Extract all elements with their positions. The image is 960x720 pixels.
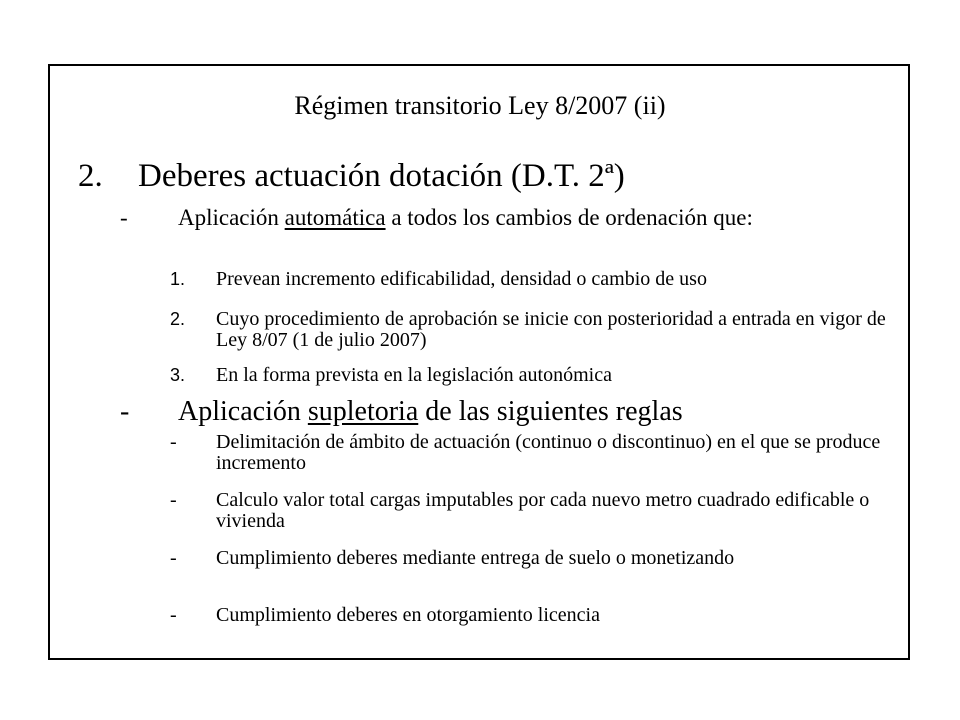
slide-title: Régimen transitorio Ley 8/2007 (ii) xyxy=(294,91,666,120)
bullet-supplementary-application xyxy=(120,396,880,428)
item-text: En la forma prevista en la legislación autonómica xyxy=(216,364,612,386)
section-heading xyxy=(78,156,625,196)
rule-text: Delimitación de ámbito de actuación (continuo o discontinuo) en el que se produce incremento xyxy=(216,431,881,474)
item-number: 1. xyxy=(170,269,186,289)
bullet-text-start: Aplicación xyxy=(178,205,285,230)
rule-marker: - xyxy=(170,604,177,626)
bullet-text-end: de las siguientes reglas xyxy=(418,396,683,427)
numbered-item xyxy=(170,269,890,290)
section-heading-text: Deberes actuación dotación (D.T. 2ª) xyxy=(138,158,625,194)
rule-text: Cumplimiento deberes en otorgamiento licencia xyxy=(216,604,600,626)
bullet-automatic-application xyxy=(120,206,880,230)
bullet-text-end: a todos los cambios de ordenación que: xyxy=(385,205,753,230)
bullet-marker: - xyxy=(120,396,130,427)
section-number: 2. xyxy=(78,158,103,194)
bullet-text xyxy=(178,396,880,428)
bullet-text-start: Aplicación xyxy=(178,396,308,427)
numbered-item xyxy=(170,309,890,351)
bullet-emphasis: automática xyxy=(284,205,386,230)
rule-item xyxy=(170,490,890,532)
numbered-item xyxy=(170,365,890,386)
item-number: 2. xyxy=(170,309,186,329)
bullet-marker: - xyxy=(120,205,128,230)
rule-text: Cumplimiento deberes mediante entrega de suelo o monetizando xyxy=(216,547,735,569)
rule-marker: - xyxy=(170,431,177,453)
rule-item xyxy=(170,548,890,569)
rule-marker: - xyxy=(170,547,177,569)
item-text: Prevean incremento edificabilidad, densidad o cambio de uso xyxy=(216,268,707,290)
item-text: Cuyo procedimiento de aprobación se inicie con posterioridad a entrada en vigor de Ley 8/07 (1 de julio 2007) xyxy=(216,308,886,351)
bullet-emphasis: supletoria xyxy=(307,396,419,427)
rule-item xyxy=(170,605,890,626)
rule-item xyxy=(170,432,890,474)
rule-text: Calculo valor total cargas imputables por cada nuevo metro cuadrado edificable o vivienda xyxy=(216,489,870,532)
bullet-text xyxy=(178,206,880,230)
item-number: 3. xyxy=(170,365,186,385)
rule-marker: - xyxy=(170,489,177,511)
slide-frame xyxy=(48,64,910,660)
